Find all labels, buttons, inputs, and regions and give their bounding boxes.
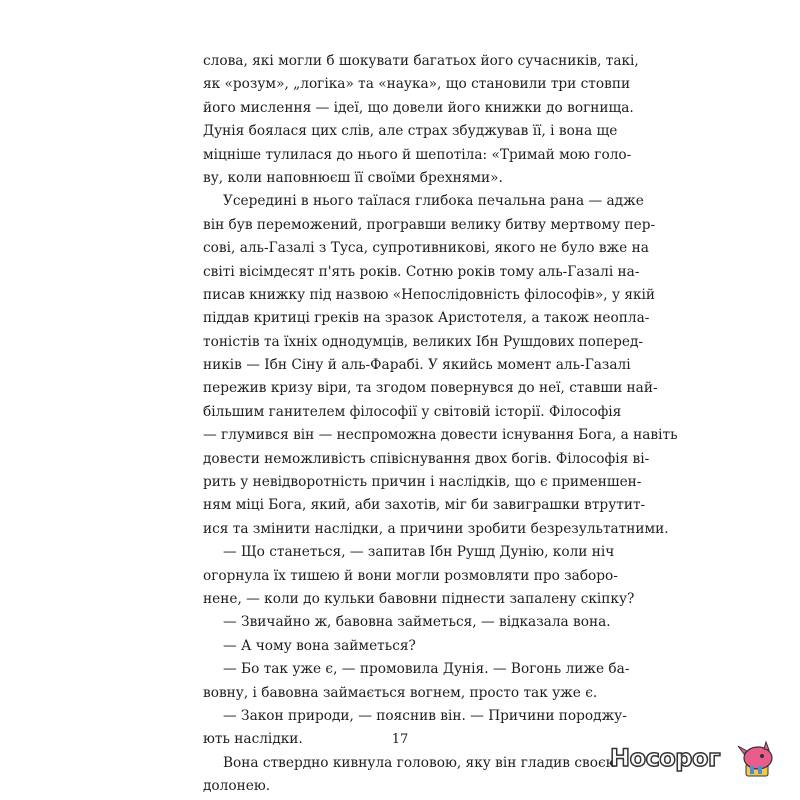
text-line: — А чому вона займеться? [223,637,416,654]
text-line: нене, — коли до кульки бавовни піднести запалену скіпку? [203,590,635,607]
paragraph [203,752,618,799]
text-line: більшим ганителем філософії у світовій історії. Філософія [203,403,622,420]
text-line: — Звичайно ж, бавовна займеться, — відказала вона. [223,614,611,631]
text-line: ють наслідки. [203,731,303,748]
dialogue-paragraph [203,635,613,658]
rhino-mascot-icon [732,740,780,780]
text-line: сові, аль-Газалі з Туса, супротивникові, якого не було вже на [203,240,649,257]
text-line: слова, які могли б шокувати багатьох його сучасників, такі, [203,53,639,69]
text-line: піддав критиці греків на зразок Аристотеля, а також неопла- [203,310,650,327]
text-line: світі вісімдесят п'ять років. Сотню років тому аль-Газалі на- [203,263,640,280]
text-line: ням міці Бога, який, аби захотів, міг би завиграшки втрутит- [203,497,646,514]
text-line: огорнула їх тишею й вони могли розмовляти про заборо- [203,567,618,584]
text-line: Усередині в нього таїлася глибока печальна рана — адже [223,193,644,210]
publisher-watermark [610,740,780,780]
text-line: долонею. [203,778,271,795]
text-line: він був переможений, програвши велику битву мертвому пер- [203,216,656,233]
text-line: ися та змінити наслідки, а причини зробити безрезультатними. [203,520,669,537]
dialogue-paragraph [203,611,613,634]
text-line: як «розум», „логіка» та «наука», що становили три стовпи [203,76,631,93]
watermark-text: Носорог [610,744,720,772]
text-line: пережив кризу віри, та згодом повернувся до неї, ставши най- [203,380,658,397]
text-line: писав книжку під назвою «Непослідовність філософів», у якій [203,286,656,303]
text-line: Дунія боялася цих слів, але страх збуджував її, і вона ще [203,123,618,140]
text-line: Вона ствердно кивнула головою, яку він гладив своєю [223,754,618,771]
text-line: довести неможливість співіснування двох богів. Філософія ві- [203,450,650,467]
text-line: його мислення — ідеї, що довели його книжки до вогнища. [203,99,634,116]
paragraph [203,50,639,190]
text-line: — Бо так уже є, — промовила Дунія. — Вогонь лиже ба- [223,661,630,678]
page-number: 17 [391,732,409,747]
text-line: міцніше тулилася до нього й шепотіла: «Тримай мою голо- [203,146,632,163]
text-line: ву, коли наповнюєш її своїми брехнями». [203,169,503,186]
text-line: — Закон природи, — пояснив він. — Причини породжу- [223,707,627,724]
text-line: — Що станеться, — запитав Ібн Рушд Дунію, коли ніч [223,544,615,561]
text-line: вовну, і бавовна займається вогнем, просто так уже є. [203,684,598,701]
dialogue-paragraph [203,658,630,705]
text-line: тоністів та їхніх однодумців, великих Ібн Рушдових поперед- [203,333,644,350]
text-line: ників — Ібн Сіну й аль-Фарабі. У якийсь момент аль-Газалі [203,357,631,374]
text-line: — глумився він — неспроможна довести існування Бога, а навіть [203,427,678,444]
paragraph [203,190,678,541]
dialogue-paragraph [203,541,635,611]
text-line: рить у невідворотність причин і наслідків, що є применшен- [203,474,642,491]
